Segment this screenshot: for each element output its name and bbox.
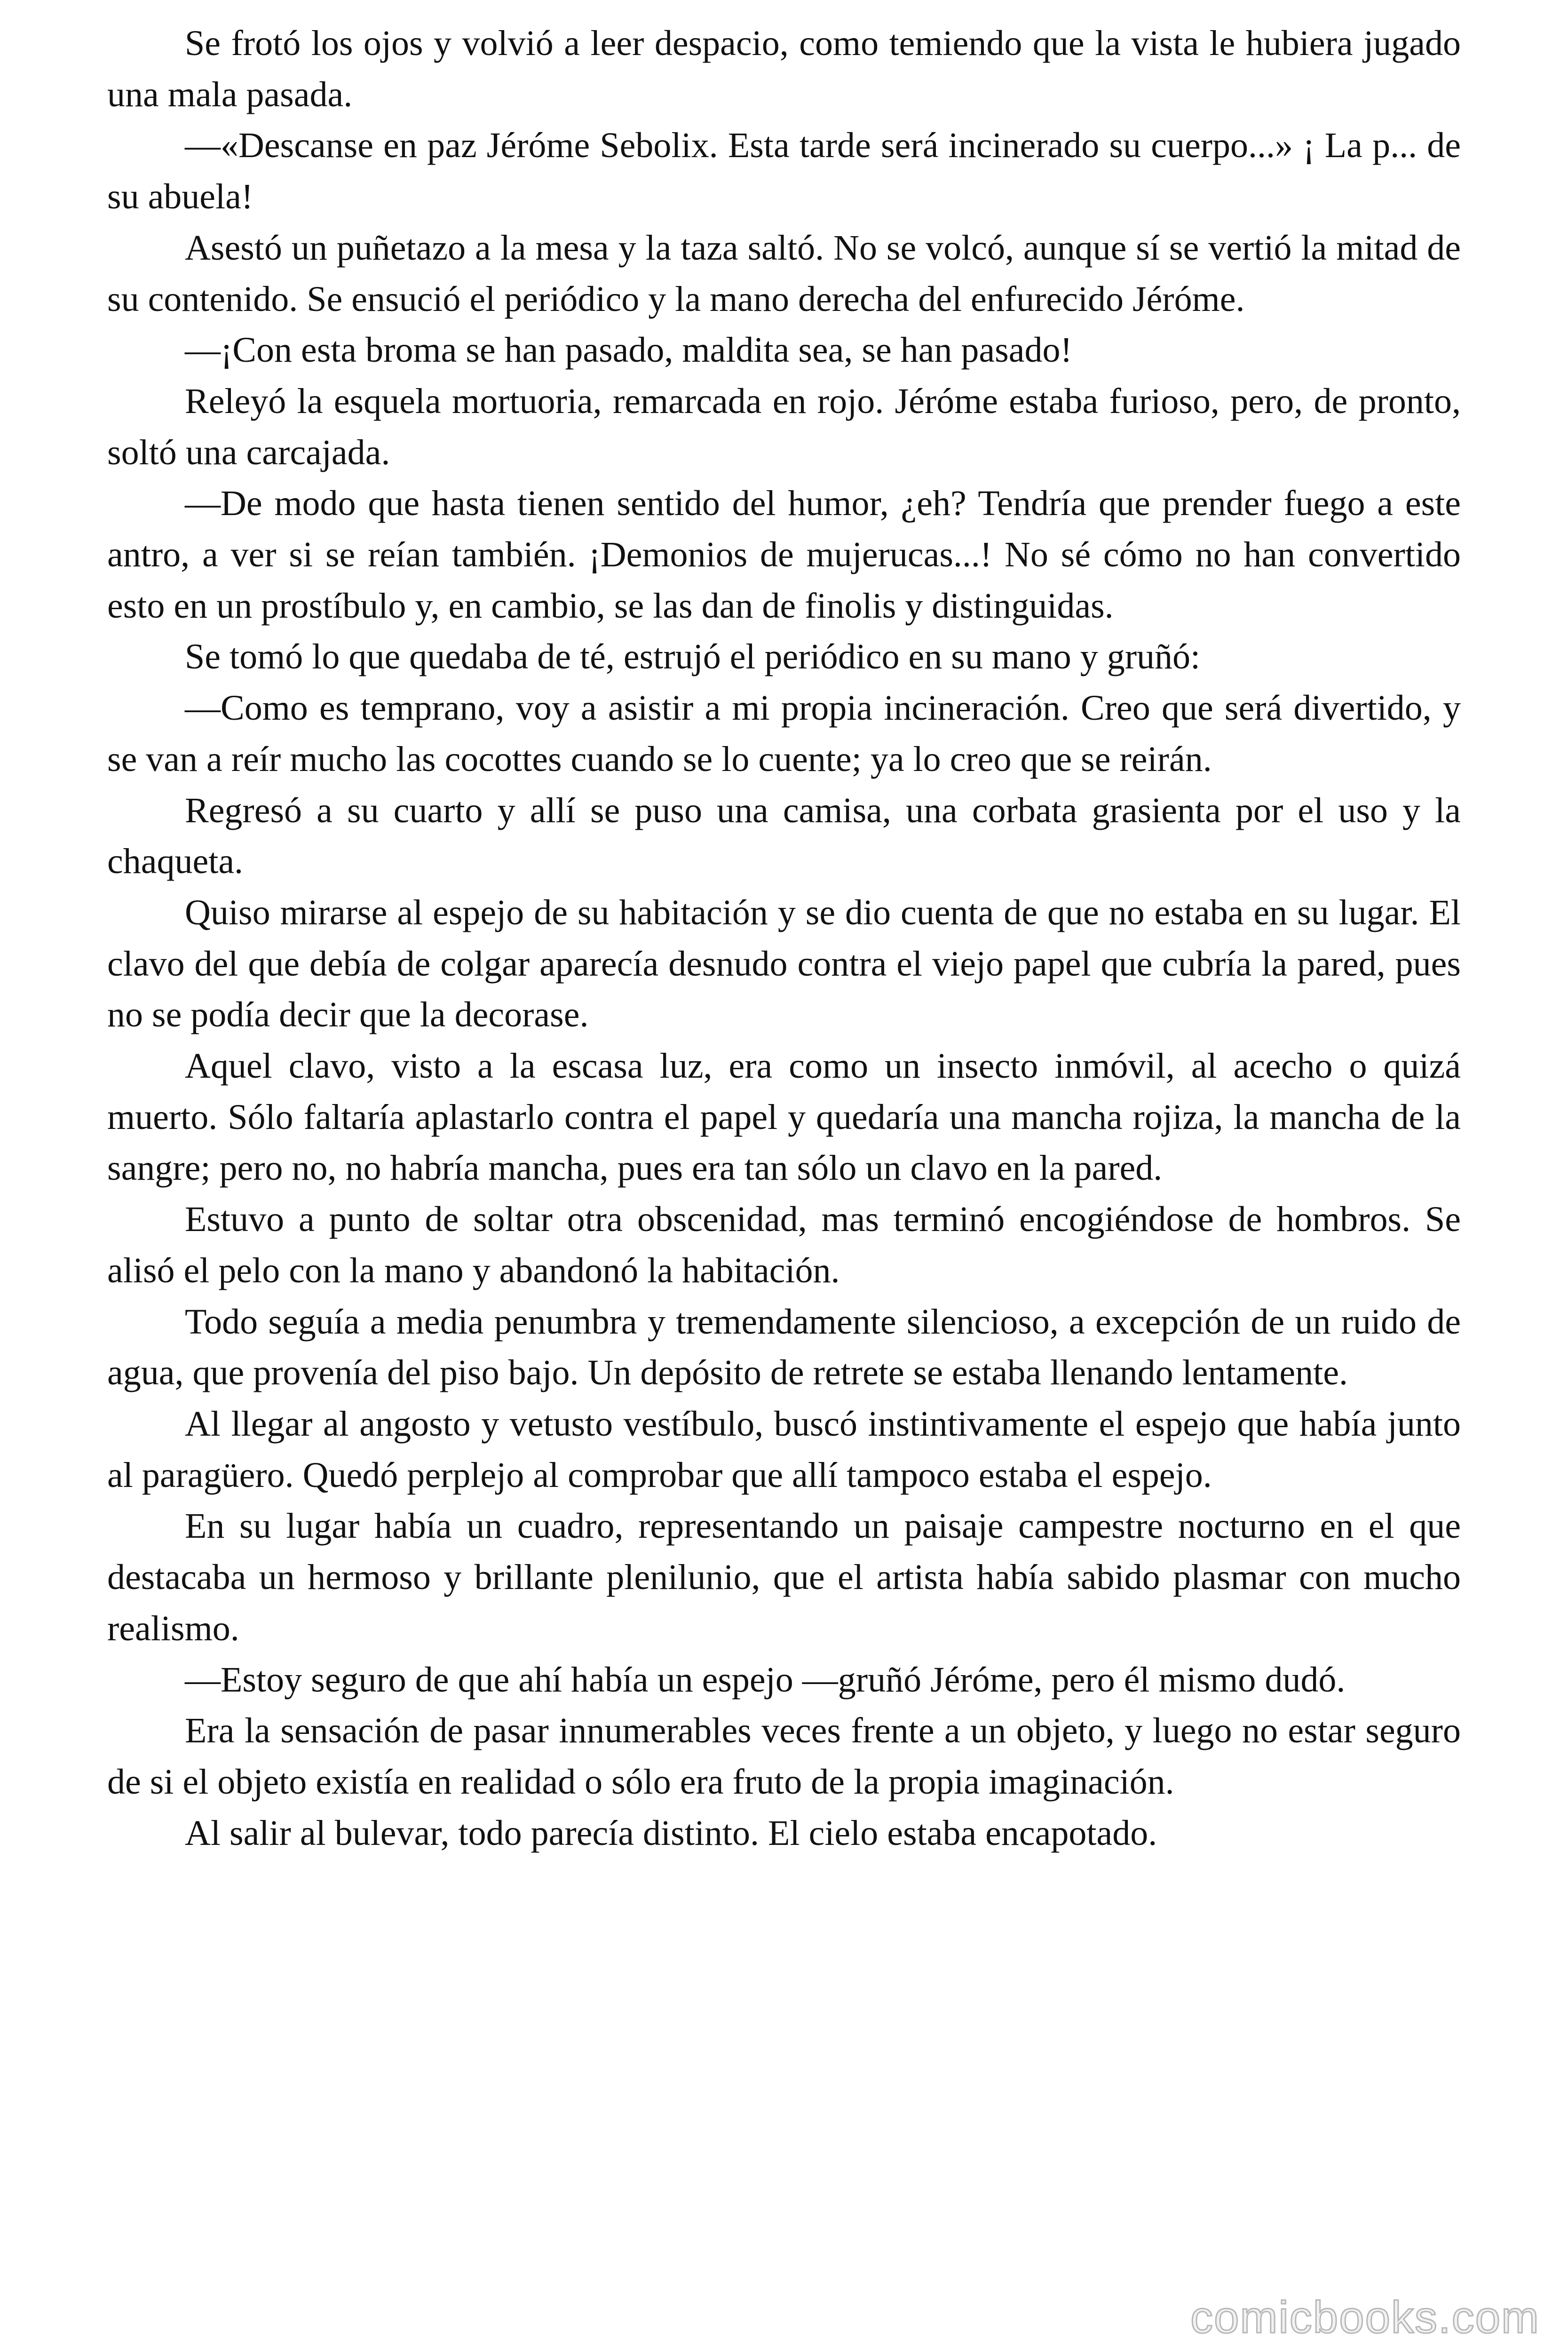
paragraph: Releyó la esquela mortuoria, remarcada en rojo. Jéróme estaba furioso, pero, de pronto, soltó una carcajada.: [107, 381, 1461, 472]
paragraph: Todo seguía a media penumbra y tremendamente silencioso, a excepción de un ruido de agua, que provenía del piso bajo. Un depósito de retrete se estaba llenando lentamente.: [107, 1302, 1461, 1393]
paragraph: Quiso mirarse al espejo de su habitación y se dio cuenta de que no estaba en su lugar. El clavo del que debía de colgar aparecía desnudo contra el viejo papel que cubría la pared, pues no se podía decir que la decorase.: [107, 892, 1461, 1035]
paragraph: Asestó un puñetazo a la mesa y la taza saltó. No se volcó, aunque sí se vertió la mitad de su contenido. Se ensució el periódico y la mano derecha del enfurecido Jéróme.: [107, 228, 1461, 319]
paragraph: —«Descanse en paz Jéróme Sebolix. Esta tarde será incinerado su cuerpo...» ¡ La p... de su abuela!: [107, 126, 1461, 217]
watermark-logo: comicbooks.com: [1190, 2292, 1540, 2343]
paragraph: —De modo que hasta tienen sentido del humor, ¿eh? Tendría que prender fuego a este antro, a ver si se reían también. ¡Demonios de mujerucas...! No sé cómo no han convertido esto en un prostíbulo y, en cambio, se las dan de finolis y distinguidas.: [107, 484, 1461, 626]
paragraph: Al salir al bulevar, todo parecía distinto. El cielo estaba encapotado.: [185, 1813, 1157, 1853]
paragraph: Estuvo a punto de soltar otra obscenidad, mas terminó encogiéndose de hombros. Se alisó el pelo con la mano y abandonó la habitación.: [107, 1200, 1461, 1290]
paragraph: —¡Con esta broma se han pasado, maldita sea, se han pasado!: [185, 330, 1072, 370]
paragraph: Al llegar al angosto y vetusto vestíbulo, buscó instintivamente el espejo que había junto al paragüero. Quedó perplejo al comprobar que allí tampoco estaba el espejo.: [107, 1404, 1461, 1495]
paragraph: —Como es temprano, voy a asistir a mi propia incineración. Creo que será divertido, y se van a reír mucho las cocottes cuando se lo cuente; ya lo creo que se reirán.: [107, 688, 1461, 779]
body-text: [107, 18, 1461, 1859]
paragraph: Se tomó lo que quedaba de té, estrujó el periódico en su mano y gruñó:: [185, 637, 1201, 677]
paragraph: Aquel clavo, visto a la escasa luz, era como un insecto inmóvil, al acecho o quizá muerto. Sólo faltaría aplastarlo contra el papel y quedaría una mancha rojiza, la mancha de la sangre; pero no, no habría mancha, pues era tan sólo un clavo en la pared.: [107, 1046, 1461, 1188]
paragraph: Era la sensación de pasar innumerables veces frente a un objeto, y luego no estar seguro de si el objeto existía en realidad o sólo era fruto de la propia imaginación.: [107, 1711, 1461, 1802]
paragraph: Se frotó los ojos y volvió a leer despacio, como temiendo que la vista le hubiera jugado una mala pasada.: [107, 24, 1461, 114]
paragraph: En su lugar había un cuadro, representando un paisaje campestre nocturno en el que destacaba un hermoso y brillante plenilunio, que el artista había sabido plasmar con mucho realismo.: [107, 1506, 1461, 1648]
paragraph: Regresó a su cuarto y allí se puso una camisa, una corbata grasienta por el uso y la chaqueta.: [107, 790, 1461, 882]
paragraph: —Estoy seguro de que ahí había un espejo —gruñó Jéróme, pero él mismo dudó.: [185, 1660, 1346, 1700]
